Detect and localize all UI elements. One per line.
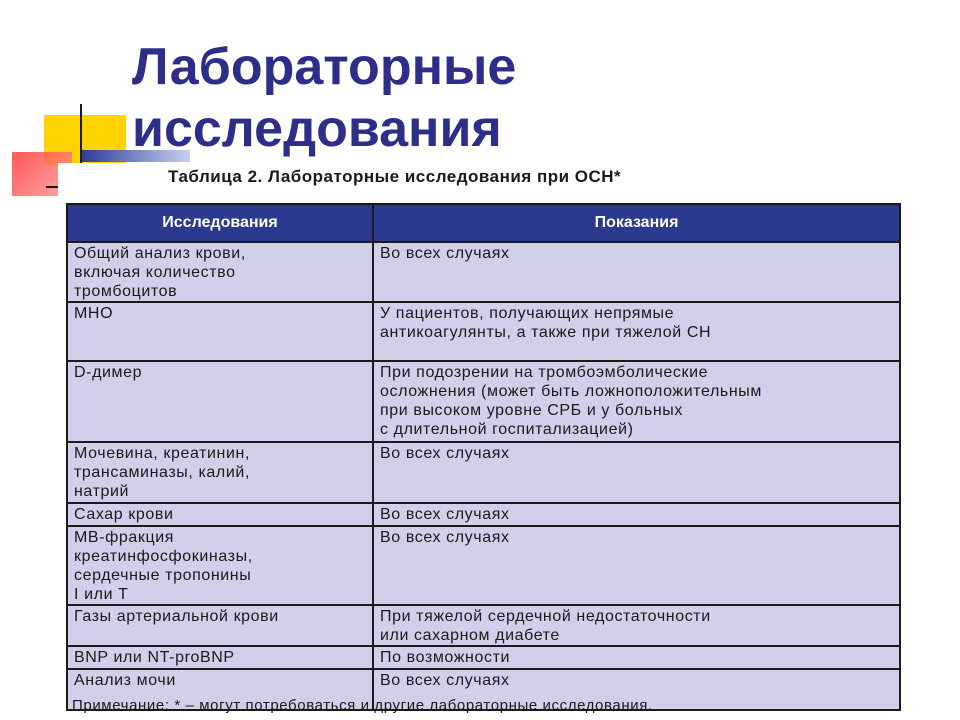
cell-text: трансаминазы, калий, (74, 464, 250, 481)
cell-text: Во всех случаях (380, 506, 510, 523)
table-row (67, 503, 900, 526)
cell-text: BNP или NT-proBNP (74, 649, 235, 666)
cell-text: Во всех случаях (380, 529, 510, 546)
cell-text: МВ-фракция (74, 529, 175, 546)
cell-text: креатинфосфокиназы, (74, 548, 253, 565)
lab-tests-table (66, 203, 901, 711)
table-footnote: Примечание: * – могут потребоваться и другие лабораторные исследования. (72, 697, 653, 714)
cell-text: натрий (74, 483, 130, 500)
cell-indication (373, 442, 900, 503)
table-row (67, 302, 900, 361)
cell-indication (373, 361, 900, 442)
cell-test (67, 442, 373, 503)
table-header-row (67, 204, 900, 242)
table-row (67, 646, 900, 669)
cell-test (67, 302, 373, 361)
cell-test (67, 361, 373, 442)
cell-text: при высоком уровне СРБ и у больных (380, 402, 683, 419)
cell-text: Газы артериальной крови (74, 608, 279, 625)
cell-text: Во всех случаях (380, 445, 510, 462)
cell-text: По возможности (380, 649, 511, 666)
page-title-line-1: Лабораторные (132, 38, 517, 96)
table-row (67, 361, 900, 442)
cell-text: D-димер (74, 364, 143, 381)
cell-indication (373, 526, 900, 605)
cell-text: Во всех случаях (380, 672, 510, 689)
table-image (58, 163, 908, 720)
cell-indication (373, 646, 900, 669)
table-row (67, 605, 900, 646)
cell-text: сердечные тропонины (74, 567, 252, 584)
cell-text: включая количество (74, 264, 236, 281)
cell-indication (373, 242, 900, 302)
cell-indication (373, 605, 900, 646)
cell-text: Анализ мочи (74, 672, 176, 689)
cell-text: Во всех случаях (380, 245, 510, 262)
table-row (67, 526, 900, 605)
table-row (67, 442, 900, 503)
cell-indication (373, 302, 900, 361)
page-title-line-2: исследования (132, 100, 502, 158)
cell-text: МНО (74, 305, 114, 322)
cell-test (67, 605, 373, 646)
cell-test (67, 526, 373, 605)
cell-text: Сахар крови (74, 506, 174, 523)
cell-text: осложнения (может быть ложноположительным (380, 383, 762, 400)
cell-indication (373, 503, 900, 526)
cell-test (67, 242, 373, 302)
cell-text: антикоагулянты, а также при тяжелой СН (380, 324, 712, 341)
header-tests: Исследования (67, 204, 373, 242)
cell-text: Мочевина, креатинин, (74, 445, 251, 462)
cell-test (67, 646, 373, 669)
header-indications: Показания (373, 204, 900, 242)
cell-text: I или Т (74, 586, 129, 603)
cell-text: тромбоцитов (74, 283, 178, 300)
page-title (132, 36, 516, 160)
cell-test (67, 503, 373, 526)
table-row (67, 242, 900, 302)
cell-text: или сахарном диабете (380, 627, 560, 644)
cell-text: с длительной госпитализацией) (380, 421, 634, 438)
cell-text: У пациентов, получающих непрямые (380, 305, 675, 322)
table-caption: Таблица 2. Лабораторные исследования при ОСН* (168, 167, 622, 186)
cell-text: При подозрении на тромбоэмболические (380, 364, 709, 381)
cell-text: При тяжелой сердечной недостаточности (380, 608, 711, 625)
cell-text: Общий анализ крови, (74, 245, 246, 262)
